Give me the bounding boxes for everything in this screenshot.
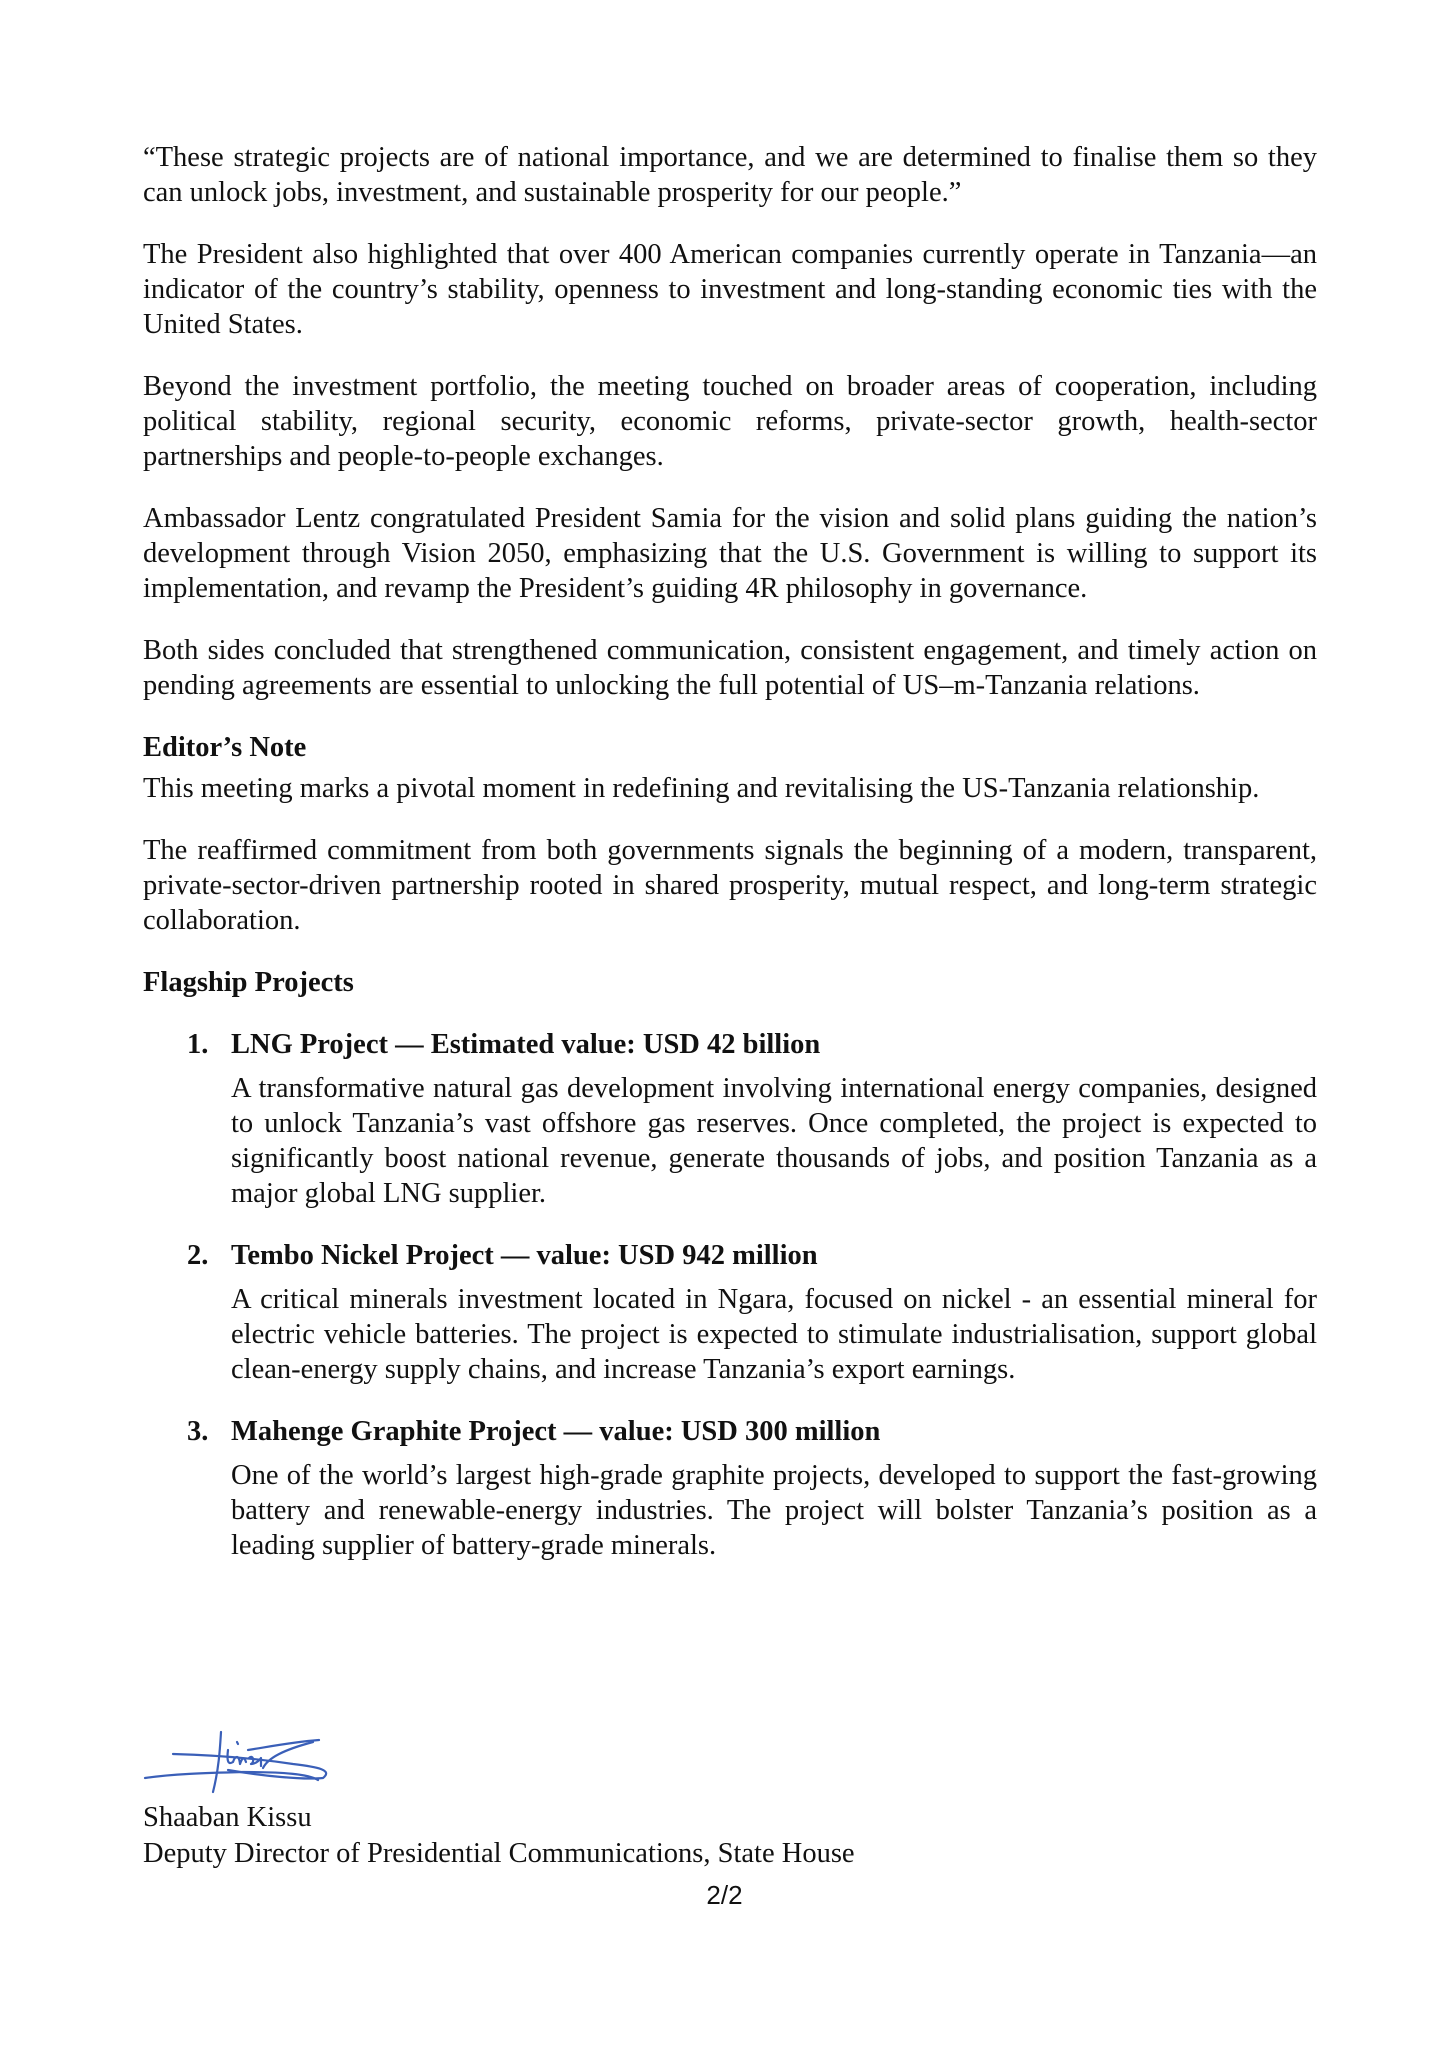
project-description: A transformative natural gas development involving international energy companies, designed to unlock Tanzania’s vast offshore gas reserves. Once completed, the project is expected to significantly boost national revenue, generate thousands of jobs, and position Tanzania as a major global LNG supplier. — [231, 1073, 1317, 1209]
project-number: 2. — [187, 1240, 209, 1271]
editors-note-paragraph: The reaffirmed commitment from both governments signals the beginning of a modern, transparent, private-sector-driven partnership rooted in shared prosperity, mutual respect, and long-term strategic collaboration. — [143, 835, 1317, 936]
project-description: A critical minerals investment located in Ngara, focused on nickel - an essential mineral for electric vehicle batteries. The project is expected to stimulate industrialisation, support global clean-energy supply chains, and increase Tanzania’s export earnings. — [231, 1284, 1317, 1385]
editors-note-heading: Editor’s Note — [143, 732, 307, 763]
signatory-name: Shaaban Kissu — [143, 1802, 312, 1833]
project-title: Mahenge Graphite Project — value: USD 300 million — [231, 1416, 881, 1447]
signatory-title: Deputy Director of Presidential Communications, State House — [143, 1838, 855, 1869]
body-paragraph: Ambassador Lentz congratulated President Samia for the vision and solid plans guiding the nation’s development through Vision 2050, emphasizing that the U.S. Government is willing to support its implementation, and revamp the President’s guiding 4R philosophy in governance. — [143, 503, 1317, 604]
flagship-projects-list — [143, 1027, 1317, 1563]
handwritten-signature-icon — [143, 1728, 403, 1800]
project-item — [143, 1238, 1317, 1387]
project-item — [143, 1414, 1317, 1563]
page-number: 2/2 — [706, 1880, 743, 1910]
document-page — [143, 140, 1317, 1590]
flagship-projects-heading: Flagship Projects — [143, 967, 354, 998]
body-paragraph: Beyond the investment portfolio, the meeting touched on broader areas of cooperation, including political stability, regional security, economic reforms, private-sector growth, health-sector partnerships and people-to-people exchanges. — [143, 371, 1317, 472]
project-title: Tembo Nickel Project — value: USD 942 million — [231, 1240, 818, 1271]
signature-block — [143, 1728, 855, 1872]
editors-note-paragraph: This meeting marks a pivotal moment in redefining and revitalising the US-Tanzania relationship. — [143, 773, 1260, 804]
body-paragraph: The President also highlighted that over 400 American companies currently operate in Tanzania—an indicator of the country’s stability, openness to investment and long-standing economic ties with the United States. — [143, 239, 1317, 340]
project-title: LNG Project — Estimated value: USD 42 billion — [231, 1029, 821, 1060]
body-paragraph: Both sides concluded that strengthened communication, consistent engagement, and timely action on pending agreements are essential to unlocking the full potential of US–m-Tanzania relations. — [143, 635, 1317, 701]
project-number: 3. — [187, 1416, 209, 1447]
project-description: One of the world’s largest high-grade graphite projects, developed to support the fast-growing battery and renewable-energy industries. The project will bolster Tanzania’s position as a leading supplier of battery-grade minerals. — [231, 1460, 1317, 1561]
project-number: 1. — [187, 1029, 209, 1060]
quote-paragraph: “These strategic projects are of national importance, and we are determined to finalise them so they can unlock jobs, investment, and sustainable prosperity for our people.” — [143, 142, 1317, 208]
project-item — [143, 1027, 1317, 1211]
